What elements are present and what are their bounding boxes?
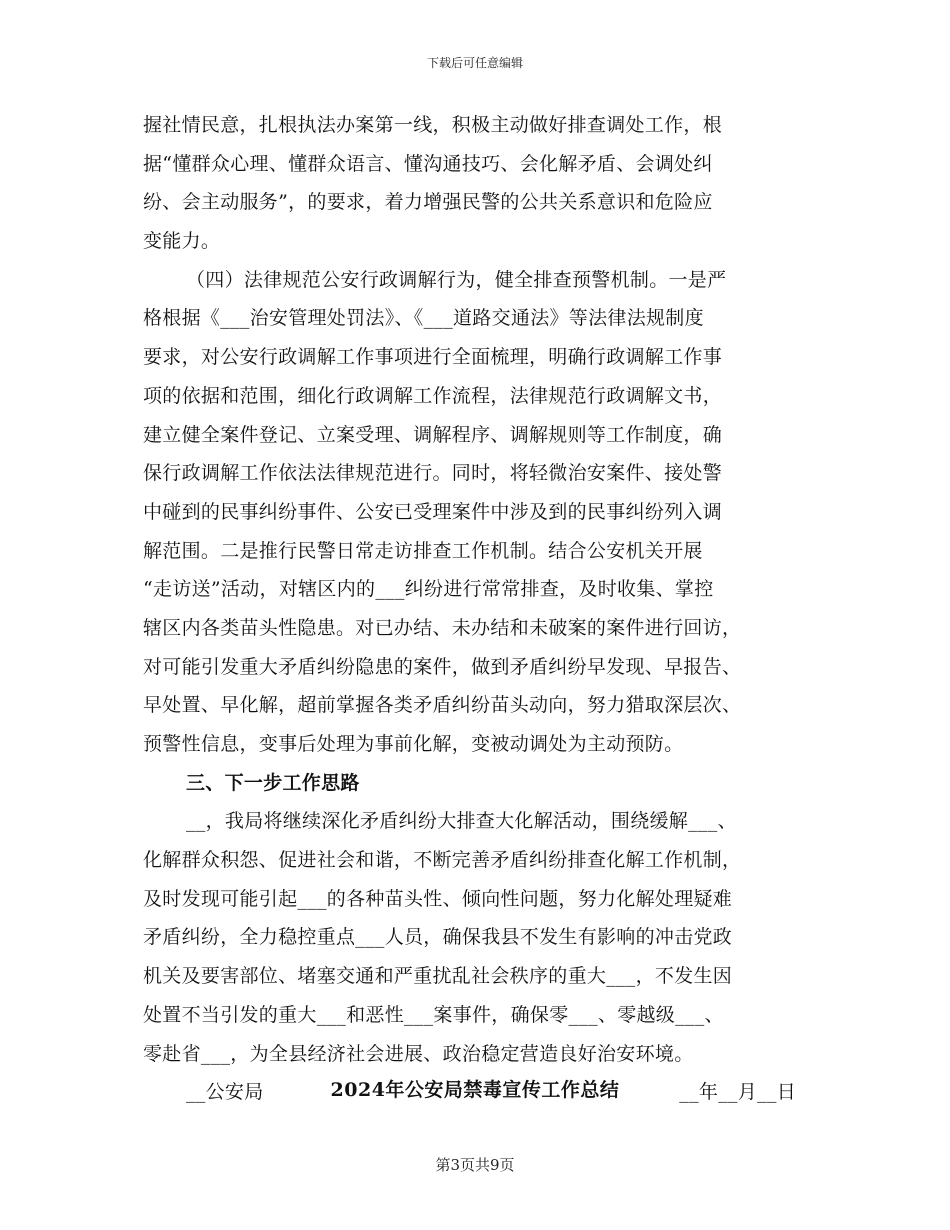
paragraph-line: （四）法律规范公安行政调解行为，健全排查预警机制。一是严 [186,268,727,291]
paragraph-line: 预警性信息，变事后处理为事前化解，变被动调处为主动预防。 [143,733,684,755]
paragraph-line: 中碰到的民事纠纷事件、公安已受理案件中涉及到的民事纠纷列入调 [143,500,723,523]
paragraph-line: __，我局将继续深化矛盾纠纷大排查大化解活动，围绕缓解___、 [186,810,737,833]
paragraph-line: 辖区内各类苗头性隐患。对已办结、未办结和未破案的案件进行回访， [143,616,742,639]
next-document-title: 2024年公安局禁毒宣传工作总结 [330,1079,620,1101]
paragraph-line: 变能力。 [143,230,221,253]
paragraph-line: “走访送”活动，对辖区内的___纠纷进行常常排查，及时收集、掌控 [143,578,714,601]
paragraph-line: 对可能引发重大矛盾纠纷隐患的案件，做到矛盾纠纷早发现、早报告、 [143,655,742,678]
paragraph-line: 纷、会主动服务”，的要求，着力增强民警的公共关系意识和危险应 [143,191,713,214]
paragraph-line: 早处置、早化解，超前掌握各类矛盾纠纷苗头动向，努力猎取深层次、 [143,694,742,717]
paragraph-line: 要求，对公安行政调解工作事项进行全面梳理，明确行政调解工作事 [143,346,723,369]
section-heading: 三、下一步工作思路 [186,771,360,794]
signature-org: __公安局 [186,1081,264,1104]
paragraph-line: 及时发现可能引起___的各种苗头性、倾向性问题，努力化解处理疑难 [143,887,733,910]
paragraph-line: 机关及要害部位、堵塞交通和严重扰乱社会秩序的重大___，不发生因 [143,965,733,988]
paragraph-line: 保行政调解工作依法法律规范进行。同时，将轻微治安案件、接处警 [143,462,723,485]
paragraph-line: 建立健全案件登记、立案受理、调解程序、调解规则等工作制度，确 [143,423,723,446]
paragraph-line: 矛盾纠纷，全力稳控重点___人员，确保我县不发生有影响的冲击党政 [143,926,733,949]
page-number: 第3页共9页 [435,1156,515,1174]
paragraph-line: 格根据《___治安管理处罚法》、《___道路交通法》等法律法规制度 [143,307,704,330]
paragraph-line: 据“懂群众心理、懂群众语言、懂沟通技巧、会化解矛盾、会调处纠 [143,152,713,175]
page-header-note: 下载后可任意编辑 [426,56,523,70]
paragraph-line: 握社情民意，扎根执法办案第一线，积极主动做好排查调处工作，根 [143,114,723,136]
paragraph-line: 零赴省___，为全县经济社会进展、政治稳定营造良好治安环境。 [143,1042,694,1065]
paragraph-line: 化解群众积怨、促进社会和谐，不断完善矛盾纠纷排查化解工作机制， [143,849,742,872]
document-body [143,106,803,1112]
paragraph-line: 解范围。二是推行民警日常走访排查工作机制。结合公安机关开展 [143,539,703,562]
paragraph-line: 项的依据和范围，细化行政调解工作流程，法律规范行政调解文书， [143,384,723,407]
paragraph-line: 处置不当引发的重大___和恶性___案事件，确保零___、零越级___、 [143,1003,724,1026]
signature-date: __年__月__日 [679,1081,796,1104]
